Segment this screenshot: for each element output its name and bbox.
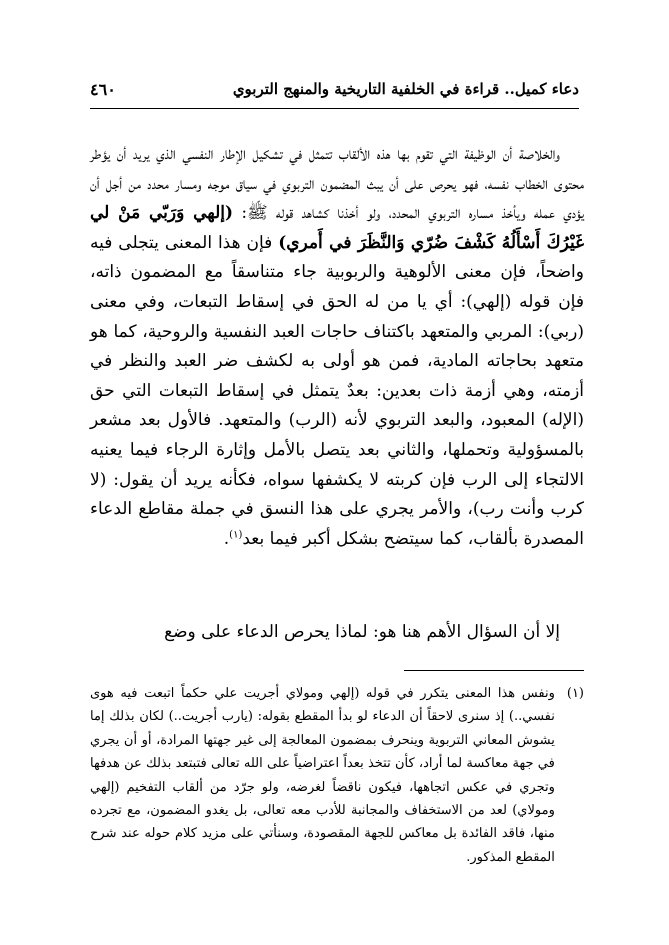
footnote-marker: (١) xyxy=(566,686,584,701)
header-title: دعاء كميل.. قراءة في الخلفية التاريخية والمنهج التربوي xyxy=(232,80,579,98)
paragraph-1-intro: والخلاصة أن الوظيفة التي تقوم بها هذه الألقاب تتمثل في تشكيل الإطار النفسي الذي يريد أن يؤطر محتوى الخطاب نفسه، فهو يحرص على أن يبث المضمون التربوي في سياق موجه ومسار محدد من أجل أن يؤدي عمله ويأخذ مساره التربوي المحدد، ولو أخذنا كشاهد قوله ﷺ: xyxy=(90,144,584,224)
footnote-reference[interactable]: (١) xyxy=(229,529,243,541)
main-text xyxy=(90,140,584,554)
footnote-1 xyxy=(90,682,584,869)
footnote-text: ونفس هذا المعنى يتكرر في قوله (إلهي ومولاي أجريت علي حكماً اتبعت فيه هوى نفسي..) إذ سنرى لاحقاً أن الدعاء لو بدأ المقطع بقوله: (يارب أجريت..) لكان بذلك إما يشوش المعاني التربوية وينحرف بمضمون المعالجة إلى غير جهتها المرادة، أو أن يجري في جهة معاكسة لما أراد، كأن تتخذ بعداً اعتراضياً على الله تعالى فتبتعد بذلك عن هدفها وتجري في عكس اتجاهها، فيكون ناقضاً لغرضه، ولو جرّد من ألقاب التفخيم (إلهي ومولاي) لعد من الاستخفاف والمجانبة للأدب معه تعالى، بل يغدو المضمون، مع تجرده منها، فاقد الفائدة بل معاكس للجهة المقصودة، وسنأتي على مزيد كلام حوله عند شرح المقطع المذكور. xyxy=(90,686,555,865)
paragraph-2: إلا أن السؤال الأهم هنا هو: لماذا يحرص الدعاء على وضع xyxy=(164,622,560,642)
paragraph-1-end: . xyxy=(223,528,230,549)
footnote-separator xyxy=(404,670,584,671)
running-header xyxy=(90,74,579,109)
page-number: ٤٦٠ xyxy=(90,79,116,99)
paragraph-1 xyxy=(90,140,584,554)
supplication-quote: (إلهي وَرَبّي مَنْ لي غَيْرُكَ أَسْأَلُهُ كَشْفَ ضُرّي وَالنَّظَرَ في أَمري) xyxy=(90,203,584,253)
footnotes xyxy=(90,682,584,869)
paragraph-1-commentary: فإن هذا المعنى يتجلى فيه واضحاً، فإن معنى الألوهية والربوبية جاء متناسقاً مع المضمون ذاته، فإن قوله (إلهي): أي يا من له الحق في إسقاط التبعات، وفي معنى (ربي): المربي والمتعهد باكتناف حاجات العبد النفسية والروحية، كما هو متعهد بحاجاته المادية، فمن هو أولى به لكشف ضر العبد والنظر في أزمته، وهي أزمة ذات بعدين: بعدٌ يتمثل في إسقاط التبعات التي حق (الإله) المعبود، والبعد التربوي لأنه (الرب) والمتعهد. فالأول بعد مشعر بالمسؤولية وتحملها، والثاني بعد يتصل بالأمل وإثارة الرجاء فيما يعنيه الالتجاء إلى الرب فإن كربته لا يكشفها سواه، فكأنه يريد أن يقول: (لا كرب وأنت رب)، والأمر يجري على هذا النسق في جملة مقاطع الدعاء المصدرة بألقاب، كما سيتضح بشكل أكبر فيما بعد xyxy=(90,232,584,549)
